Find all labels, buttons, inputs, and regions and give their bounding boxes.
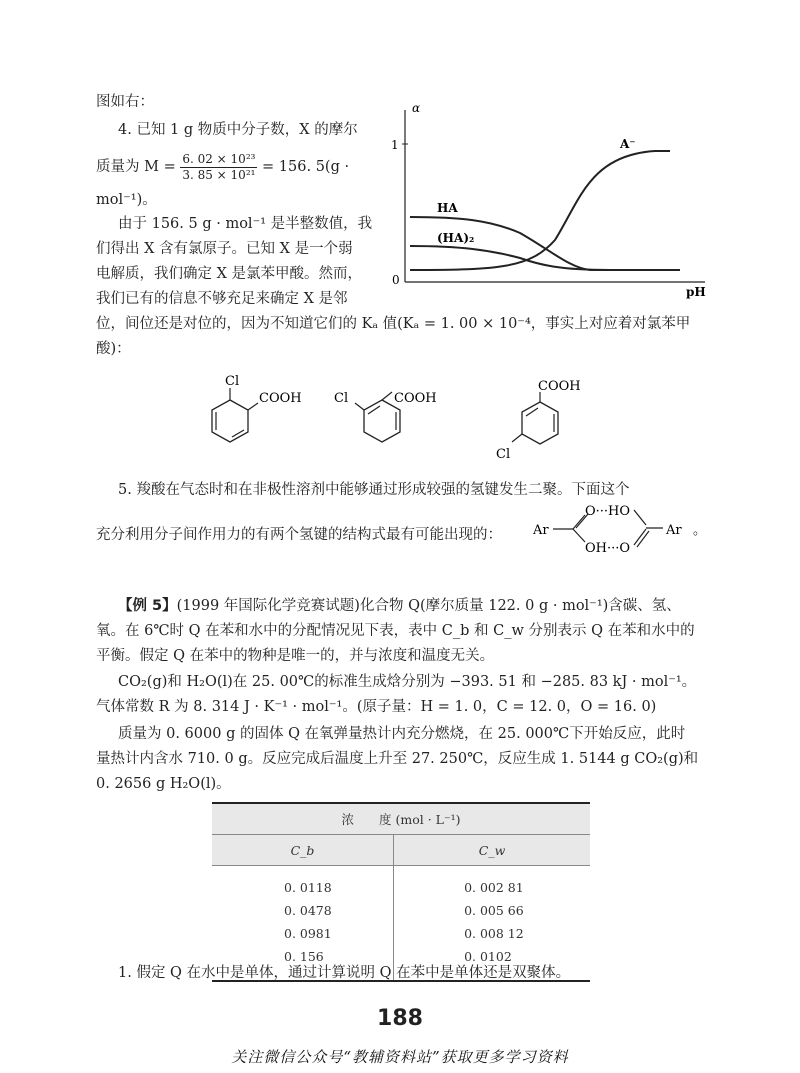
example5-line-5: 气体常数 R 为 8. 314 J · K⁻¹ · mol⁻¹。(原子量：H = 1. 0，C = 12. 0，O = 16. 0): [96, 699, 657, 715]
example-tag: 【例 5】: [118, 598, 177, 614]
q4-prefix: 质量为 M =: [96, 159, 181, 175]
dimer-bottom: OH···O: [585, 541, 631, 556]
example5-line-2: 氧。在 6℃时 Q 在苯和水中的分配情况见下表，表中 C_b 和 C_w 分别表示 Q 在苯和水中的: [96, 623, 695, 639]
dimer-structure: [533, 498, 713, 558]
q4-para-2: 们得出 X 含有氯原子。已知 X 是一个弱: [96, 241, 353, 257]
fraction-denominator: 3. 85 × 10²¹: [182, 167, 256, 182]
ortho-chlorobenzoic-acid: [212, 374, 302, 442]
q1-line: 1. 假定 Q 在水中是单体，通过计算说明 Q 在苯中是单体还是双聚体。: [118, 965, 571, 981]
table-row: [212, 876, 590, 899]
cell-cw: 0. 005 66: [394, 899, 590, 922]
y-tick-0: 0: [392, 273, 400, 287]
text-line: 图如右：: [96, 94, 154, 110]
page-number: 188: [377, 1006, 423, 1031]
cell-cw: 0. 0102: [394, 945, 590, 968]
footer-note: 关注微信公众号“教辅资料站”获取更多学习资料: [231, 1048, 569, 1066]
q4-molar-mass-line: [96, 147, 349, 187]
label-ha: HA: [437, 201, 458, 215]
label-a-minus: A⁻: [620, 137, 636, 151]
fraction-numerator: 6. 02 × 10²³: [182, 151, 256, 166]
cell-cw: 0. 002 81: [394, 876, 590, 899]
q4-line-3: mol⁻¹)。: [96, 192, 157, 208]
meta-chlorobenzoic-acid: [334, 391, 437, 442]
table-row: [212, 899, 590, 922]
col-header-cw: C_w: [394, 835, 590, 866]
para-cl: Cl: [496, 447, 511, 462]
col-header-cb: C_b: [212, 835, 394, 866]
q4-para-1: 由于 156. 5 g · mol⁻¹ 是半整数值，我: [118, 216, 373, 232]
y-axis-label: α: [412, 101, 421, 115]
example5-line-6: 质量为 0. 6000 g 的固体 Q 在氧弹量热计内充分燃烧，在 25. 000℃下开始反应，此时: [118, 726, 686, 742]
example5-line-8: 0. 2656 g H₂O(l)。: [96, 776, 231, 792]
label-ha2: (HA)₂: [437, 231, 475, 245]
x-axis-label: pH: [686, 285, 706, 299]
partition-table: [212, 802, 590, 982]
ortho-cl: Cl: [225, 374, 240, 389]
meta-cooh: COOH: [394, 391, 437, 406]
q4-line-1: 4. 已知 1 g 物质中分子数，X 的摩尔: [118, 122, 358, 138]
q4-fraction: [180, 152, 257, 183]
q4-para-5: 位，间位还是对位的，因为不知道它们的 Kₐ 值(Kₐ = 1. 00 × 10⁻⁴，事实上对应着对氯苯甲: [96, 316, 691, 332]
dimer-ar-right: Ar: [666, 523, 682, 538]
example5-line-1: [118, 596, 681, 616]
table-header: 浓 度 (mol · L⁻¹): [212, 803, 590, 835]
q5-line-1: 5. 羧酸在气态时和在非极性溶剂中能够通过形成较强的氢键发生二聚。下面这个: [118, 482, 630, 498]
cell-cb: 0. 156: [284, 949, 324, 964]
y-tick-1: 1: [391, 138, 399, 152]
cell-cw: 0. 008 12: [394, 922, 590, 945]
table-row: [212, 922, 590, 945]
para-cooh: COOH: [538, 379, 581, 394]
example5-line-7: 量热计内含水 710. 0 g。反应完成后温度上升至 27. 250℃，反应生成 1. 5144 g CO₂(g)和: [96, 751, 699, 767]
example5-line-3: 平衡。假定 Q 在苯中的物种是唯一的，并与浓度和温度无关。: [96, 648, 495, 664]
ortho-cooh: COOH: [259, 391, 302, 406]
q4-para-6: 酸)：: [96, 341, 131, 357]
para-chlorobenzoic-acid: [496, 379, 581, 462]
q4-para-4: 我们已有的信息不够充足来确定 X 是邻: [96, 291, 348, 307]
cell-cb: 0. 0981: [284, 926, 332, 941]
chlorobenzoic-acid-structures: [200, 372, 620, 472]
species-distribution-chart: [380, 100, 720, 300]
q4-para-3: 电解质，我们确定 X 是氯苯甲酸。然而，: [96, 266, 363, 282]
q5-line-2: 充分利用分子间作用力的有两个氢键的结构式最有可能出现的：: [96, 527, 502, 543]
q4-suffix: = 156. 5(g ·: [257, 159, 350, 175]
dimer-period: 。: [693, 523, 707, 538]
example5-line-4: CO₂(g)和 H₂O(l)在 25. 00℃的标准生成焓分别为 −393. 51 和 −285. 83 kJ · mol⁻¹。: [118, 674, 697, 690]
meta-cl: Cl: [334, 391, 349, 406]
cell-cb: 0. 0478: [284, 903, 332, 918]
dimer-top: O···HO: [585, 504, 631, 519]
example5-text-1: (1999 年国际化学竞赛试题)化合物 Q(摩尔质量 122. 0 g · mol⁻¹)含碳、氢、: [176, 598, 681, 614]
cell-cb: 0. 0118: [284, 880, 332, 895]
dimer-ar-left: Ar: [533, 523, 549, 538]
